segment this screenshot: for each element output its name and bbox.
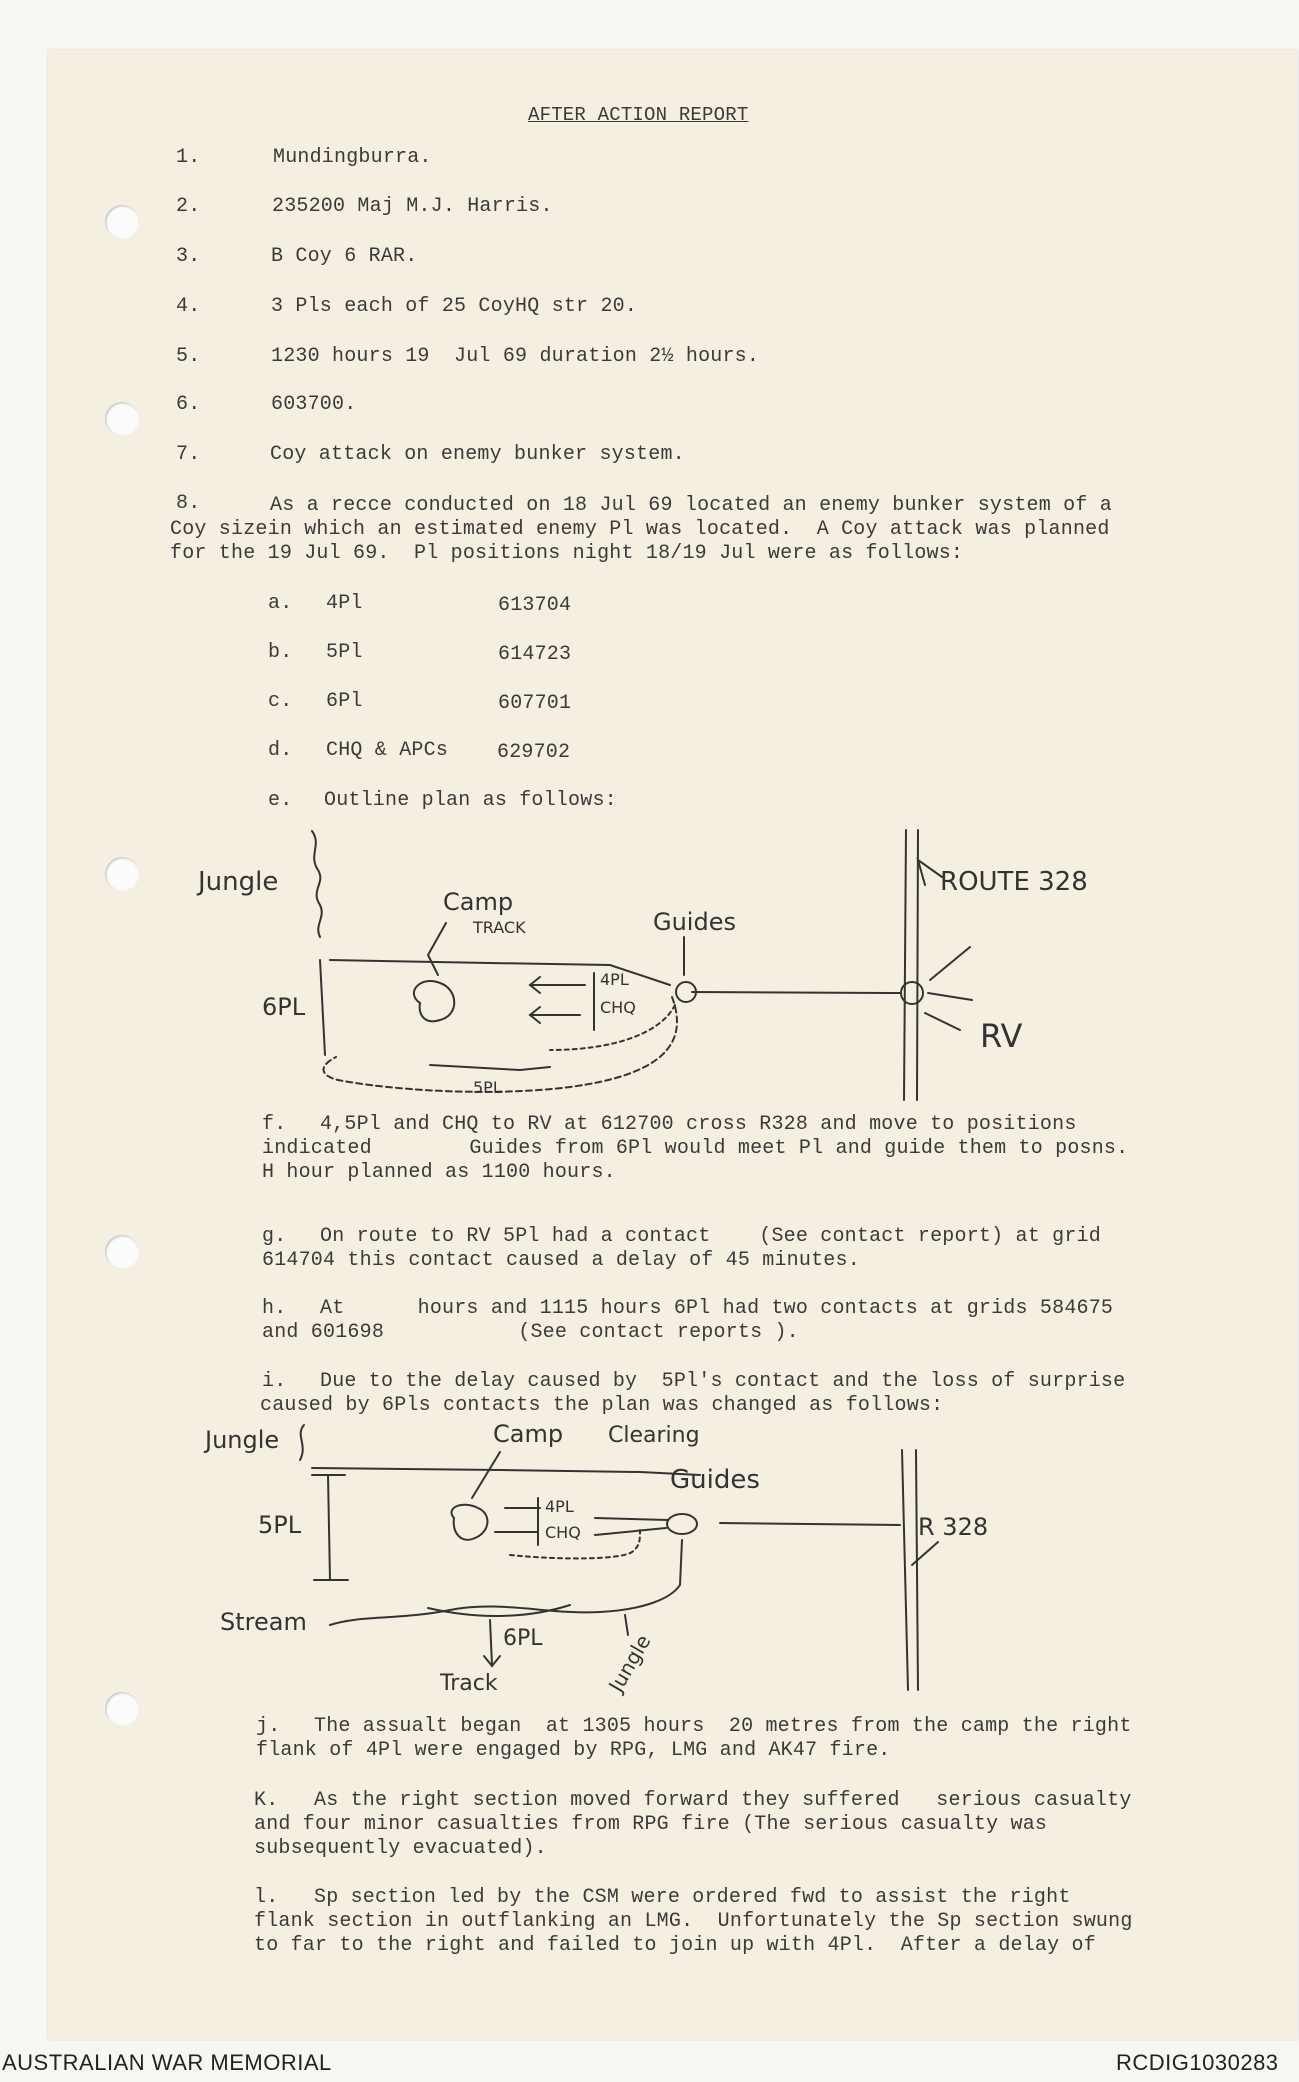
list-letter: f. xyxy=(262,1113,287,1136)
item-number: 7. xyxy=(176,443,201,466)
platoon-name: 6Pl xyxy=(326,690,363,713)
paragraph-line: H hour planned as 1100 hours. xyxy=(262,1161,616,1184)
outline-plan-sketch xyxy=(190,825,1140,1105)
paragraph-line: 4,5Pl and CHQ to RV at 612700 cross R328 and move to positions xyxy=(320,1113,1077,1136)
item-text: 3 Pls each of 25 CoyHQ str 20. xyxy=(271,295,638,318)
track-line xyxy=(720,1523,900,1525)
platoon-5-line xyxy=(328,1475,330,1580)
item-number: 1. xyxy=(176,146,201,169)
route-arrow xyxy=(918,860,942,885)
jungle-label: Jungle xyxy=(198,867,279,897)
paragraph-line: flank of 4Pl were engaged by RPG, LMG and AK47 fire. xyxy=(256,1739,891,1762)
platoon-6-label: 6PL xyxy=(503,1626,543,1651)
platoon-5-label: 5PL xyxy=(473,1078,502,1097)
paragraph-line: Sp section led by the CSM were ordered fwd to assist the right xyxy=(314,1886,1071,1909)
jungle-brace xyxy=(312,831,322,937)
report-title: AFTER ACTION REPORT xyxy=(528,104,749,126)
list-letter: l. xyxy=(254,1886,279,1909)
paragraph-line: flank section in outflanking an LMG. Unfortunately the Sp section swung xyxy=(254,1910,1133,1933)
chq-label: CHQ xyxy=(545,1523,581,1542)
item-number: 8. xyxy=(176,492,201,515)
item-text: Mundingburra. xyxy=(273,146,432,169)
grid-reference: 613704 xyxy=(498,594,572,617)
paragraph-line: On route to RV 5Pl had a contact (See contact report) at grid xyxy=(320,1225,1101,1248)
clearing-label: Clearing xyxy=(608,1423,700,1448)
item-text: 1230 hours 19 Jul 69 duration 2½ hours. xyxy=(271,345,760,368)
rv-arrow xyxy=(925,1013,960,1030)
platoon-name: CHQ & APCs xyxy=(326,739,449,762)
archive-credit: AUSTRALIAN WAR MEMORIAL xyxy=(2,2050,332,2075)
list-letter: a. xyxy=(268,592,293,615)
item-text: 603700. xyxy=(271,393,357,416)
camp-shape xyxy=(452,1505,488,1540)
paragraph-line: for the 19 Jul 69. Pl positions night 18/19 Jul were as follows: xyxy=(170,542,964,565)
paragraph-line: The assualt began at 1305 hours 20 metres from the camp the right xyxy=(314,1715,1132,1738)
item-number: 6. xyxy=(176,393,201,416)
rv-label: RV xyxy=(980,1017,1023,1055)
camp-shape xyxy=(414,981,454,1021)
grid-reference: 614723 xyxy=(498,643,572,666)
guides-label: Guides xyxy=(653,908,736,936)
rv-arrow xyxy=(930,947,970,980)
route-label: ROUTE 328 xyxy=(940,867,1088,897)
route-label: R 328 xyxy=(918,1513,989,1541)
punch-hole xyxy=(105,402,139,436)
paragraph-line: indicated Guides from 6Pl would meet Pl and guide them to posns. xyxy=(262,1137,1129,1160)
paragraph-line: 614704 this contact caused a delay of 45 minutes. xyxy=(262,1249,860,1272)
item-text: B Coy 6 RAR. xyxy=(271,245,418,268)
platoon-5-label: 5PL xyxy=(258,1511,302,1539)
paragraph-line: to far to the right and failed to join up with 4Pl. After a delay of xyxy=(254,1934,1096,1957)
grid-reference: 629702 xyxy=(497,741,571,764)
changed-plan-sketch xyxy=(200,1420,1150,1700)
paragraph-line: Due to the delay caused by 5Pl's contact and the loss of surprise xyxy=(320,1370,1126,1393)
paragraph-line: subsequently evacuated). xyxy=(254,1837,547,1860)
camp-label: Camp xyxy=(493,1420,564,1448)
camp-arrow xyxy=(472,1452,500,1498)
list-letter: j. xyxy=(256,1715,281,1738)
platoon-6-label: 6PL xyxy=(262,993,306,1021)
approach-route xyxy=(595,1518,668,1535)
paragraph-line: At hours and 1115 hours 6Pl had two contacts at grids 584675 xyxy=(320,1297,1114,1320)
item-number: 4. xyxy=(176,295,201,318)
paragraph-line: and 601698 (See contact reports ). xyxy=(262,1321,799,1344)
paragraph-line: As the right section moved forward they suffered serious casualty xyxy=(314,1789,1132,1812)
track-arrow xyxy=(490,1620,492,1665)
camp-label: Camp xyxy=(443,888,514,916)
rv-arrow xyxy=(928,993,972,1000)
item-number: 3. xyxy=(176,245,201,268)
route-line xyxy=(904,830,906,1100)
list-letter: h. xyxy=(262,1297,287,1320)
item-text: Coy attack on enemy bunker system. xyxy=(270,443,685,466)
item-number: 5. xyxy=(176,345,201,368)
list-letter: d. xyxy=(268,739,293,762)
route-line xyxy=(917,830,918,1100)
route-line xyxy=(916,1450,918,1690)
punch-hole xyxy=(105,1692,139,1726)
list-letter: b. xyxy=(268,641,293,664)
route-line xyxy=(902,1450,908,1690)
track-line xyxy=(692,992,900,993)
paragraph-line: Coy sizein which an estimated enemy Pl was located. A Coy attack was planned xyxy=(170,518,1110,541)
jungle-label-2: Jungle xyxy=(603,1630,656,1696)
stream-label: Stream xyxy=(220,1608,307,1636)
item-number: 2. xyxy=(176,195,201,218)
jungle-label: Jungle xyxy=(205,1426,280,1454)
item-text: Outline plan as follows: xyxy=(324,789,617,812)
list-letter: K. xyxy=(254,1789,279,1812)
jungle-edge xyxy=(312,1468,700,1475)
list-letter: e. xyxy=(268,789,293,812)
paragraph-line: caused by 6Pls contacts the plan was changed as follows: xyxy=(260,1394,944,1417)
document-id: RCDIG1030283 xyxy=(1116,2050,1279,2075)
platoon-name: 4Pl xyxy=(326,592,363,615)
punch-hole xyxy=(105,205,139,239)
chq-label: CHQ xyxy=(600,998,636,1017)
list-letter: i. xyxy=(262,1370,287,1393)
guides-circle xyxy=(667,1514,697,1534)
track-label: TRACK xyxy=(473,918,526,937)
platoon-6-line xyxy=(320,960,325,1055)
camp-arrow xyxy=(428,923,446,975)
list-letter: c. xyxy=(268,690,293,713)
platoon-name: 5Pl xyxy=(326,641,363,664)
platoon-5-line xyxy=(430,1065,550,1070)
track-label: Track xyxy=(440,1671,498,1696)
guides-label: Guides xyxy=(670,1465,760,1495)
platoon-4-label: 4PL xyxy=(600,970,629,989)
jungle-brace xyxy=(300,1425,304,1460)
paragraph-line: As a recce conducted on 18 Jul 69 located an enemy bunker system of a xyxy=(270,494,1112,517)
paragraph-line: and four minor casualties from RPG fire (The serious casualty was xyxy=(254,1813,1048,1836)
punch-hole xyxy=(105,1235,139,1269)
item-text: 235200 Maj M.J. Harris. xyxy=(272,195,553,218)
list-letter: g. xyxy=(262,1225,287,1248)
grid-reference: 607701 xyxy=(498,692,572,715)
punch-hole xyxy=(105,857,139,891)
platoon-4-label: 4PL xyxy=(545,1497,574,1516)
